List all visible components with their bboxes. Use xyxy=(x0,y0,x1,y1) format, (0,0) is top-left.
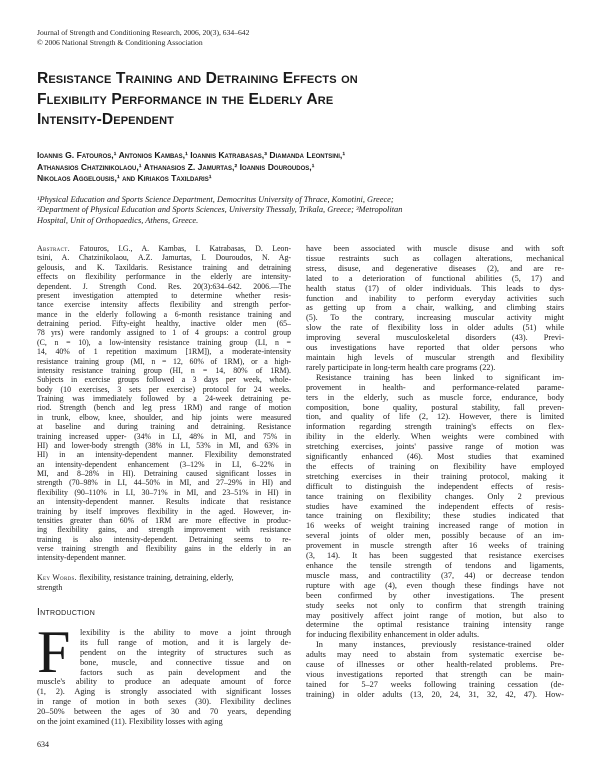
page-number: 634 xyxy=(37,740,49,749)
abstract-line: at baseline and during training and detraining. Resistance xyxy=(37,422,291,432)
section-heading-introduction: Introduction xyxy=(37,607,96,618)
body-text-line: ters in the elderly, such as muscle force, endurance, body xyxy=(306,392,564,402)
abstract-line: training increased upper- (34% in LI, 48% in MI, and 75% in xyxy=(37,431,291,441)
body-text-line: tion, and quality of life (2, 12). However, there is limited xyxy=(306,412,564,422)
abstract-line: body (10 exercises, 3 sets per exercise) protocol for 24 weeks. xyxy=(37,384,291,394)
drop-cap: F xyxy=(37,619,71,685)
body-text-line: enhance the tensile strength of tendons and ligaments, xyxy=(306,561,564,570)
abstract-line: present investigation attempted to determine whether resis- xyxy=(37,290,291,300)
article-title xyxy=(37,69,567,131)
body-text-line: ibility in the elderly. When weights were combined with xyxy=(306,432,564,442)
introduction-line: on the joint examined (11). Flexibility losses with aging xyxy=(37,717,223,727)
body-text-line: study seeks not only to confirm that strength training xyxy=(306,600,564,610)
abstract-line: gelousis, and K. Taxildaris. Resistance training and detraining xyxy=(37,262,291,272)
introduction-line: 20–50% between the ages of 30 and 70 years, depending xyxy=(37,707,291,717)
body-text-line: information regarding strength training's effects on flex- xyxy=(306,422,564,432)
body-text-line: the effects of training on flexibility have employed xyxy=(306,461,564,471)
keywords-label: Key Words. xyxy=(37,573,80,582)
introduction-line: in range of motion in both sexes (30). Flexibility declines xyxy=(37,697,291,707)
body-text-line: provement in muscle strength after 16 weeks of training xyxy=(306,541,564,551)
body-text-line: cause of illnesses or other health-related problems. Pre- xyxy=(306,660,564,670)
author-list xyxy=(37,150,567,185)
introduction-line: factors such as pain development and the xyxy=(80,667,291,677)
author-line: Athanasios Chatzinikolaou,¹ Athanasios Z. Jamurtas,² Ioannis Douroudos,¹ xyxy=(37,161,315,172)
abstract-line: an intensity-dependent manner. Results indicate that resistance xyxy=(37,497,291,507)
introduction-line: (1, 2). Aging is strongly associated with significant losses xyxy=(37,687,291,697)
body-text-line: maintain high levels of muscular strength and flexibility xyxy=(306,352,564,362)
affiliation-line: ¹Physical Education and Sports Science Department, Democritus University of Thrace, Komotini, Greece; xyxy=(37,195,394,204)
body-text-line: may positively affect joint range of motion, but also to xyxy=(306,610,564,620)
introduction-line: bone, muscle, and connective tissue and on xyxy=(80,657,291,667)
body-text-line: adults may need to abstain from systematic exercise be- xyxy=(306,650,564,660)
author-line: Nikolaos Aggelousis,¹ and Kiriakos Taxildaris¹ xyxy=(37,173,212,184)
body-text-line: tance training on flexibility; these studies indicated that xyxy=(306,511,564,521)
body-text-line: rarely participate in long-term health care programs (22). xyxy=(306,362,496,372)
body-text-line: 16 weeks of weight training increased range of motion in xyxy=(306,521,564,531)
abstract-line: (C, n = 10), a low-intensity resistance training group (LI, n = xyxy=(37,337,291,347)
body-text-line: ous investigations have reported that older persons who xyxy=(306,343,564,353)
body-text-line: (5). To the contrary, increasing muscular activity might xyxy=(306,313,564,323)
body-text-line: have been associated with muscle disuse and with soft xyxy=(306,244,564,253)
journal-copyright: © 2006 National Strength & Conditioning Association xyxy=(37,38,203,47)
abstract-line: HI) in an intensity-dependent manner. Flexibility demonstrated xyxy=(37,450,291,460)
abstract-line: 78 yrs) were randomly assigned to 1 of 4 groups: a control group xyxy=(37,328,291,338)
affiliation-line: Hospital, Unit of Orthopaedics, Athens, Greece. xyxy=(37,215,199,225)
abstract-line: in trunk, elbow, knee, shoulder, and hip joints were measured xyxy=(37,412,291,422)
introduction-line: pendent on the integrity of structures such as xyxy=(80,647,291,657)
introduction-line: lexibility is the ability to move a joint through xyxy=(80,628,291,637)
abstract-line: MI, and 8–28% in HI). Detraining caused significant losses in xyxy=(37,469,291,478)
body-text-line: studies have examined the independent effects of resis- xyxy=(306,501,564,511)
abstract-line: riod. Strength (bench and leg press 1RM) and range of motion xyxy=(37,403,291,413)
body-text-line: slow the rate of flexibility loss in older adults (51) while xyxy=(306,323,564,333)
abstract-line: an intensity-dependent enhancement (3–12% in LI, 6–22% in xyxy=(37,459,291,469)
journal-header xyxy=(37,28,557,48)
abstract-line: intensity-dependent manner. xyxy=(37,553,126,563)
abstract-line: mance in the elderly following a 6-month resistance training and xyxy=(37,309,291,319)
abstract-line: HI) and lower-body strength (38% in LI, 53% in MI, and 63% in xyxy=(37,440,291,450)
abstract-line: Abstract. Fatouros, I.G., A. Kambas, I. Katrabasas, D. Leon- xyxy=(37,244,291,253)
body-text-line: stretching exercises, joints' passive range of motion was xyxy=(306,442,564,452)
body-text-line: improving several musculoskeletal disorders (43). Previ- xyxy=(306,333,564,343)
body-text-line: health status (17) of older individuals. This leads to dys- xyxy=(306,283,564,293)
author-line: Ioannis G. Fatouros,¹ Antonios Kambas,¹ Ioannis Katrabasas,³ Diamanda Leontsini,¹ xyxy=(37,150,346,160)
body-text-line: been confirmed by other investigations. The present xyxy=(306,590,564,600)
body-text-line: provement in health- and performance-related parame- xyxy=(306,382,564,392)
introduction-line: muscle's ability to produce an adequate amount of force xyxy=(37,677,291,687)
abstract-line: strength (70–98% in LI, 44–50% in MI, and 27–29% in HI) and xyxy=(37,478,291,488)
body-text-line: stress, disuse, and degenerative diseases (2), and are re- xyxy=(306,263,564,273)
body-text-line: function and inability to perform everyday activities such xyxy=(306,293,564,303)
body-text-line: difficult to distinguish the independent effects of resis- xyxy=(306,481,564,491)
keywords-line: strength xyxy=(37,582,63,592)
abstract-line: detraining period. Fifty-eight healthy, inactive older men (65– xyxy=(37,319,291,328)
body-text-line: vious investigations reported that strength can be main- xyxy=(306,669,564,679)
affiliations xyxy=(37,195,567,226)
journal-citation: Journal of Strength and Conditioning Research, 2006, 20(3), 634–642 xyxy=(37,28,250,37)
body-text-line: muscle mass, and contractility (37, 44) or decrease tendon xyxy=(306,570,564,580)
body-text-line: stretching exercises in their training protocol, making it xyxy=(306,471,564,481)
abstract-line: ing flexibility gains, and strength improvement with resistance xyxy=(37,525,291,535)
title-line: Intensity-Dependent xyxy=(37,111,174,128)
body-text-line: tance training on flexibility changes. Only 2 previous xyxy=(306,491,564,501)
right-column-text xyxy=(306,244,564,700)
abstract-line: training by itself improves flexibility in the aged. However, in- xyxy=(37,506,291,516)
abstract xyxy=(37,244,291,563)
body-text-line: lated to a deterioration of functional abilities (5, 17) and xyxy=(306,273,564,283)
keywords xyxy=(37,573,291,592)
abstract-line: training is also intensity-dependent. Detraining seems to re- xyxy=(37,534,291,544)
body-text-line: In many instances, previously resistance-trained older xyxy=(316,640,564,650)
abstract-line: intensity resistance training group (HI, n = 14, 80% of 1RM). xyxy=(37,365,291,375)
body-text-line: several joints of older men, possibly because of an im- xyxy=(306,531,564,541)
body-text-line: training) in older adults (13, 20, 24, 31, 32, 42, 47). How- xyxy=(306,689,564,699)
title-line: Resistance Training and Detraining Effects on xyxy=(37,70,358,87)
abstract-line: resistance training group (MI, n = 12, 60% of 1RM), or a high- xyxy=(37,356,291,366)
body-text-line: significantly enhanced (46). Most studies that examined xyxy=(306,452,564,462)
abstract-line: dependent. J. Strength Cond. Res. 20(3):634–642. 2006.—The xyxy=(37,281,291,291)
abstract-line: effects on flexibility performance in the elderly are intensity- xyxy=(37,272,291,282)
abstract-line: verse training strength and flexibility gains in the elderly in an xyxy=(37,544,291,553)
abstract-label: Abstract. xyxy=(37,244,80,253)
body-text-line: for inducing flexibility enhancement in older adults. xyxy=(306,630,480,640)
abstract-line: 14, 40% of 1 repetition maximum [1RM]), a moderate-intensity xyxy=(37,347,291,357)
abstract-line: Training was immediately followed by a 24-week detraining pe- xyxy=(37,394,291,403)
affiliation-line: ²Department of Physical Education and Sports Sciences, University Thessaly, Trikala, Greece; ³Metropolitan xyxy=(37,205,403,215)
body-text-line: as getting up from a chair, walking, and climbing stairs xyxy=(306,303,564,313)
abstract-line: tsini, A. Chatzinikolaou, A.Z. Jamurtas, I. Douroudos, N. Ag- xyxy=(37,253,291,263)
abstract-line: tensities greater than 60% of 1RM are more effective in produc- xyxy=(37,515,291,525)
body-text-line: (3, 14). It has been suggested that resistance exercises xyxy=(306,551,564,561)
body-text-line: tissue restraints such as collagen alterations, mechanical xyxy=(306,253,564,263)
abstract-line: Subjects in exercise groups followed a 3 days per week, whole- xyxy=(37,375,291,385)
body-text-line: Resistance training has been linked to significant im- xyxy=(316,372,564,382)
introduction-text xyxy=(37,619,291,727)
title-line: Flexibility Performance in the Elderly Are xyxy=(37,90,334,108)
body-text-line: determine the optimal resistance training intensity range xyxy=(306,620,564,630)
keywords-line: Key Words. flexibility, resistance training, detraining, elderly, xyxy=(37,573,234,582)
body-text-line: rupture with age (4), even though these findings have not xyxy=(306,580,564,590)
abstract-line: flexibility (90–110% in LI, 30–71% in MI, and 23–51% in HI) in xyxy=(37,487,291,497)
body-text-line: tained for 5–27 weeks following training cessation (de- xyxy=(306,679,564,689)
body-text-line: composition, bone quality, postural stability, fall preven- xyxy=(306,402,564,412)
introduction-line: its full range of motion, and it is largely de- xyxy=(80,637,291,647)
abstract-line: tance exercise intensity affects flexibility and strength perfor- xyxy=(37,300,291,310)
